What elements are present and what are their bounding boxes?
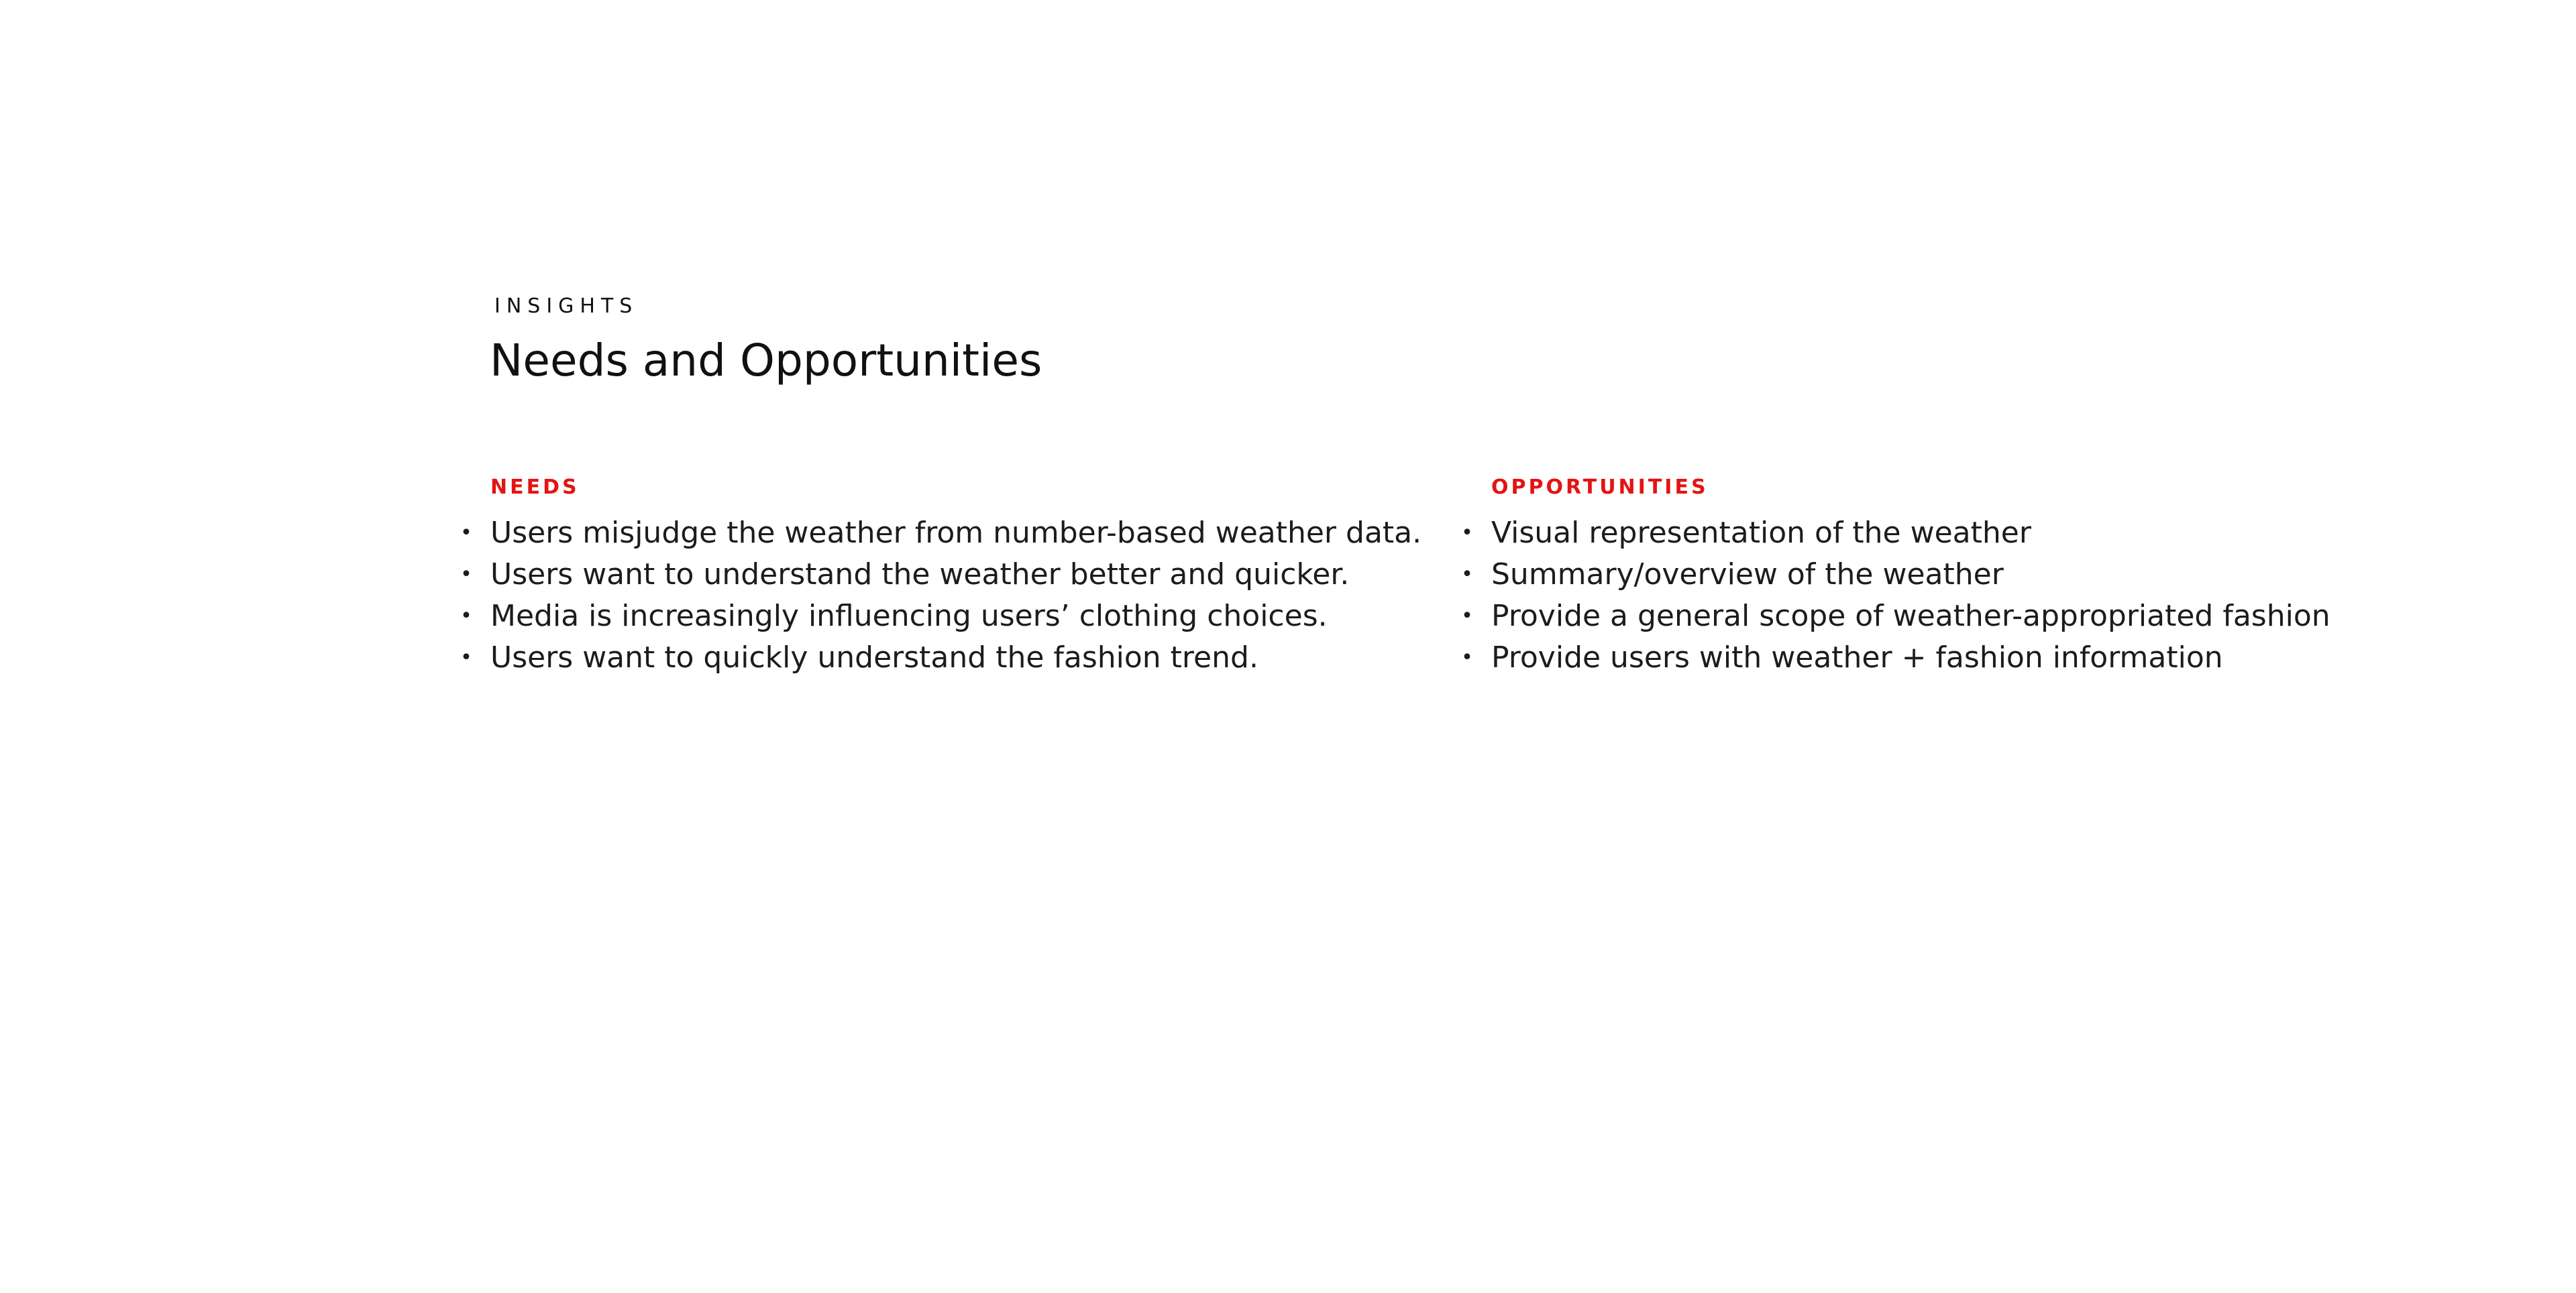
opportunities-item-text: Visual representation of the weather	[1491, 516, 2031, 550]
section-eyebrow: INSIGHTS	[494, 294, 639, 318]
needs-list-item	[460, 596, 1421, 637]
bullet-icon: •	[1461, 521, 1473, 545]
opportunities-column	[1461, 469, 2330, 679]
opportunities-item-text: Provide users with weather + fashion information	[1491, 640, 2223, 675]
needs-item-text: Users want to understand the weather better and quicker.	[490, 557, 1350, 592]
opportunities-item-text: Summary/overview of the weather	[1491, 557, 2004, 592]
bullet-icon: •	[460, 646, 472, 669]
needs-column	[460, 469, 1422, 679]
bullet-icon: •	[1461, 646, 1473, 669]
opportunities-list-item	[1461, 512, 2330, 554]
opportunities-list-item	[1461, 554, 2330, 596]
opportunities-list-item	[1461, 596, 2330, 637]
needs-list-item	[460, 554, 1421, 596]
opportunities-item-text: Provide a general scope of weather-appropriated fashion	[1491, 599, 2330, 633]
opportunities-list	[1461, 512, 2330, 679]
bullet-icon: •	[1461, 604, 1473, 628]
needs-list-item	[460, 637, 1421, 679]
bullet-icon: •	[1461, 563, 1473, 586]
needs-item-text: Users want to quickly understand the fashion trend.	[490, 640, 1258, 675]
needs-item-text: Users misjudge the weather from number-based weather data.	[490, 516, 1422, 550]
needs-heading: NEEDS	[490, 475, 580, 499]
bullet-icon: •	[460, 563, 472, 586]
bullet-icon: •	[460, 521, 472, 545]
opportunities-heading: OPPORTUNITIES	[1491, 475, 1709, 499]
needs-list	[460, 512, 1422, 679]
opportunities-list-item	[1461, 637, 2330, 679]
needs-list-item	[460, 512, 1422, 554]
page-title: Needs and Opportunities	[490, 335, 1042, 386]
needs-item-text: Media is increasingly influencing users’ clothing choices.	[490, 599, 1328, 633]
bullet-icon: •	[460, 604, 472, 628]
